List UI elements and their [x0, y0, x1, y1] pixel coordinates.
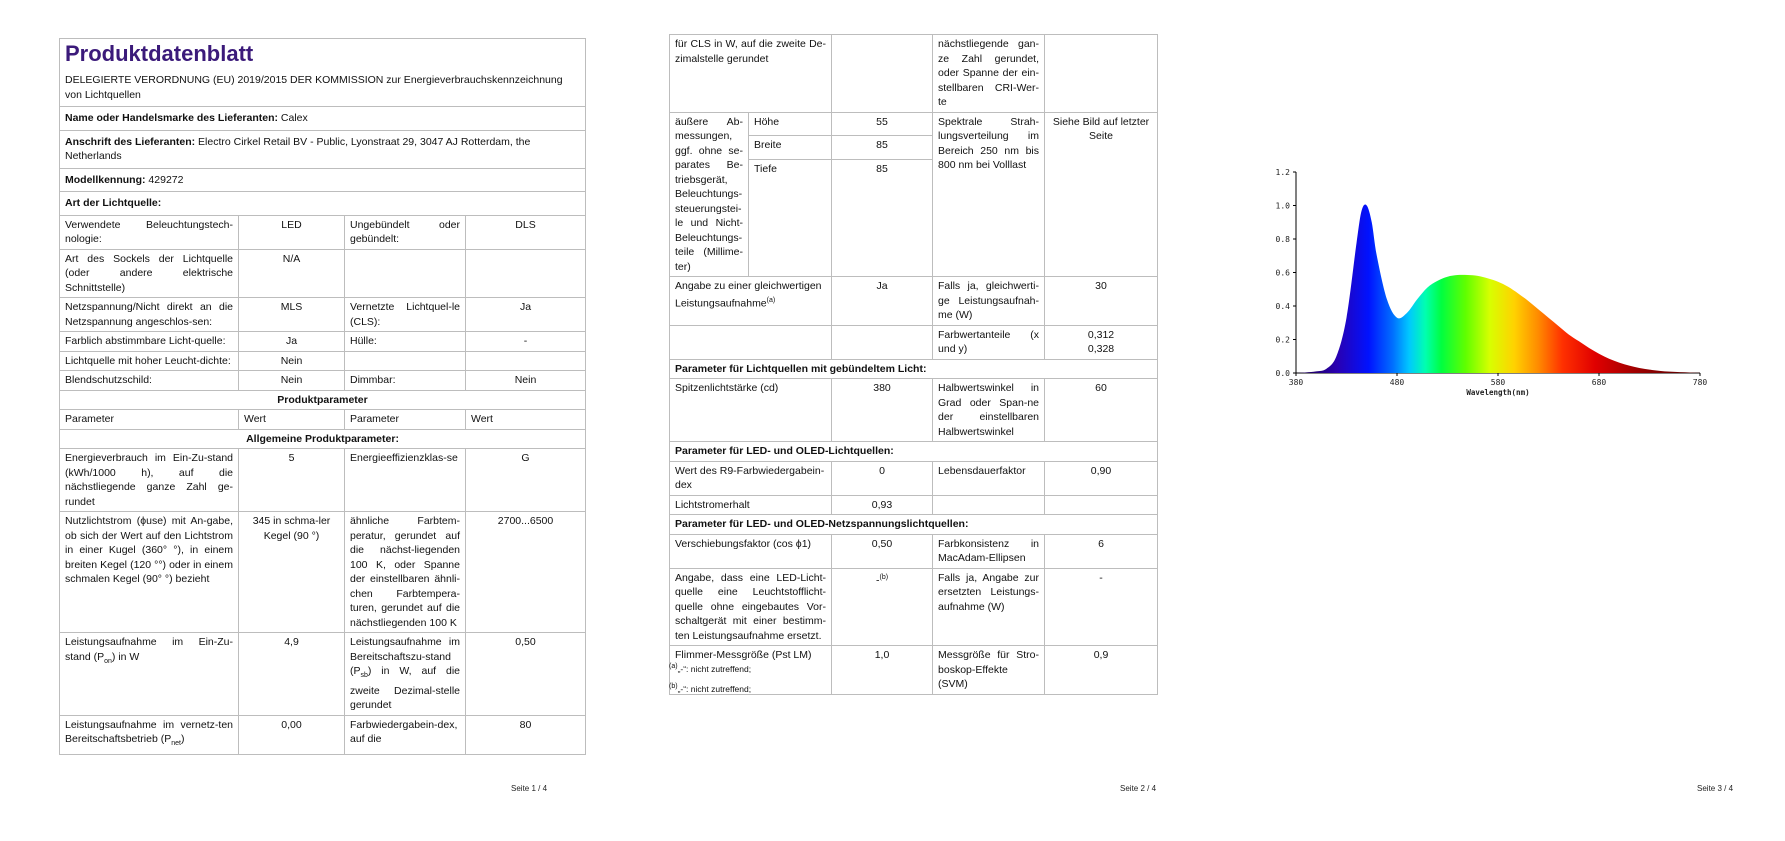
param-label: Falls ja, gleichwerti-ge Leistungsaufnah-me (W): [933, 277, 1045, 326]
param-value: 5: [239, 449, 345, 512]
param-label: [345, 249, 466, 298]
param-value: 2700...6500: [466, 512, 586, 633]
param-value: 6: [1045, 534, 1158, 568]
param-value: Nein: [239, 351, 345, 371]
param-label: Wert des R9-Farbwiedergabein-dex: [670, 461, 832, 495]
page-title: Produktdatenblatt: [65, 41, 254, 66]
regulation-text: DELEGIERTE VERORDNUNG (EU) 2019/2015 DER KOMMISSION zur Energieverbrauchskennzeichnung von Lichtquellen: [65, 74, 563, 101]
dimension-height-label: Höhe: [749, 112, 832, 136]
chart-area-layer: [1296, 205, 1700, 373]
param-label: Leistungsaufnahme im Bereitschaftszu-stand $(P_{sb})$ in W, auf die zweite Dezimal-stelle gerundet: [345, 633, 466, 716]
product-data-table-page-1: [59, 38, 586, 755]
datasheet-page-3: [1210, 0, 1785, 841]
column-header-parameter: Parameter: [345, 410, 466, 430]
model-label: Modellkennung:: [65, 173, 146, 186]
table-row: [60, 633, 586, 716]
param-value: Ja: [832, 277, 933, 326]
param-label: Halbwertswinkel in Grad oder Span-ne der einstellbaren Halbwertswinkel: [933, 379, 1045, 442]
page-number: Seite 1 / 4: [511, 784, 548, 793]
y-tick-label: 1.0: [1275, 201, 1290, 211]
table-row: [60, 351, 586, 371]
param-value: 0,93: [832, 495, 933, 515]
param-label: Flimmer-Messgröße (Pst LM): [670, 646, 832, 695]
param-value: [466, 249, 586, 298]
param-value: LED: [239, 215, 345, 249]
param-value: 380: [832, 379, 933, 442]
param-label: nächstliegende gan-ze Zahl gerundet, oder Spanne der ein-stellbaren CRI-Wer-te: [933, 35, 1045, 113]
param-label: Lebensdauerfaktor: [933, 461, 1045, 495]
param-label: Angabe, dass eine LED-Licht-quelle eine Leuchtstofflicht-quelle ohne eingebautes Vor-schaltgerät mit einer bestimm-ten Leistungsaufnahme ersetzt.: [670, 568, 832, 646]
table-row: [670, 379, 1158, 442]
y-tick-label: 0.4: [1275, 302, 1290, 311]
param-value: Ja: [466, 298, 586, 332]
y-tick-label: 1.2: [1275, 168, 1290, 177]
table-row: [670, 325, 1158, 359]
param-label: Ungebündelt oder gebündelt:: [345, 215, 466, 249]
y-tick-label: 0.8: [1275, 235, 1290, 244]
table-row: [670, 277, 1158, 326]
param-label: Farblich abstimmbare Licht-quelle:: [60, 332, 239, 352]
param-value: DLS: [466, 215, 586, 249]
param-label: Nutzlichtstrom (ϕuse) mit An-gabe, ob sich der Wert auf den Lichtstrom in einer Kugel (360° °), in einem breiten Kegel (120 °°) oder in einem schmalen Kegel (90° °) bezieht: [60, 512, 239, 633]
dimension-depth-value: 85: [832, 160, 933, 277]
spectral-distribution-chart: [1210, 160, 1730, 410]
footnotes: [669, 658, 751, 698]
param-label: ähnliche Farbtem-peratur, gerundet auf die nächst-liegenden 100 K, oder Spanne der einstellbaren ähnli-chen Farbtempera-turen, gerundet auf die nächstliegenden 100 K: [345, 512, 466, 633]
table-row: [670, 461, 1158, 495]
supplier-value: Calex: [280, 112, 308, 124]
param-label: Netzspannung/Nicht direkt an die Netzspannung angeschlos-sen:: [60, 298, 239, 332]
param-label: Messgröße für Stro-boskop-Effekte (SVM): [933, 646, 1045, 695]
param-value: Nein: [466, 371, 586, 391]
param-value: 0,00: [239, 715, 345, 754]
param-label: Vernetzte Lichtquel-le (CLS):: [345, 298, 466, 332]
param-value: 0,9: [1045, 646, 1158, 695]
param-label: Farbwiedergabein-dex, auf die: [345, 715, 466, 754]
datasheet-page-2: [600, 0, 1210, 841]
param-label: Verschiebungsfaktor (cos ϕ1): [670, 534, 832, 568]
param-value: 60: [1045, 379, 1158, 442]
param-label: für CLS in W, auf die zweite De-zimalstelle gerundet: [670, 35, 832, 113]
x-tick-label: 580: [1490, 378, 1506, 387]
y-tick-label: 0.6: [1275, 268, 1290, 278]
param-value: 4,9: [239, 633, 345, 716]
column-header-row: [60, 410, 586, 430]
param-label: Hülle:: [345, 332, 466, 352]
param-value: -: [466, 332, 586, 352]
column-header-value: Wert: [239, 410, 345, 430]
param-label: Farbkonsistenz in MacAdam-Ellipsen: [933, 534, 1045, 568]
table-row: [60, 371, 586, 391]
param-label: Falls ja, Angabe zur ersetzten Leistungs-aufnahme (W): [933, 568, 1045, 646]
param-value: 0,90: [1045, 461, 1158, 495]
param-value: [466, 351, 586, 371]
product-data-table-page-2: [669, 34, 1158, 695]
param-value: 0,312 0,328: [1045, 325, 1158, 359]
x-axis-label: Wavelength(nm): [1466, 388, 1530, 397]
table-row: [670, 534, 1158, 568]
param-value: G: [466, 449, 586, 512]
table-row: [60, 215, 586, 249]
spectral-label: Spektrale Strah-lungsverteilung im Bereich 250 nm bis 800 nm bei Volllast: [933, 112, 1045, 277]
param-value: 0: [832, 461, 933, 495]
footnote-b: $^{(b)}$„-“: nicht zutreffend;: [669, 682, 752, 694]
x-tick-label: 480: [1389, 378, 1405, 387]
table-row: [60, 449, 586, 512]
product-parameters-header: Produktparameter: [60, 390, 586, 410]
param-value: -$^{(b)}$: [832, 568, 933, 646]
param-label: Art des Sockels der Lichtquelle (oder andere elektrische Schnittstelle): [60, 249, 239, 298]
param-value: 30: [1045, 277, 1158, 326]
param-value: Nein: [239, 371, 345, 391]
table-row: [670, 495, 1158, 515]
page-number: Seite 2 / 4: [1120, 784, 1157, 793]
page-number: Seite 3 / 4: [1697, 784, 1734, 793]
param-label: Blendschutzschild:: [60, 371, 239, 391]
table-row: [60, 512, 586, 633]
dimension-height-value: 55: [832, 112, 933, 136]
model-value: 429272: [148, 173, 184, 186]
table-row: [60, 298, 586, 332]
param-value: -: [1045, 568, 1158, 646]
param-label: Lichtstromerhalt: [670, 495, 832, 515]
table-row: [670, 568, 1158, 646]
footnote-a: $^{(a)}$„-“: nicht zutreffend;: [669, 663, 752, 674]
param-label: Energieverbrauch im Ein-Zu-stand (kWh/1000 h), auf die nächstliegende ganze Zahl ge-rundet: [60, 449, 239, 512]
param-value: 80: [466, 715, 586, 754]
param-value: 1,0: [832, 646, 933, 695]
param-label: Dimmbar:: [345, 371, 466, 391]
param-label: Spitzenlichtstärke (cd): [670, 379, 832, 442]
dimension-depth-label: Tiefe: [749, 160, 832, 277]
dimension-width-value: 85: [832, 136, 933, 160]
param-label: Leistungsaufnahme im Ein-Zu-stand $(P_{on})$ in W: [60, 633, 239, 716]
param-label: Lichtquelle mit hoher Leucht-dichte:: [60, 351, 239, 371]
param-label: Farbwertanteile (x und y): [933, 325, 1045, 359]
spectral-value: Siehe Bild auf letzter Seite: [1045, 112, 1158, 277]
x-tick-label: 380: [1288, 378, 1304, 387]
column-header-value: Wert: [466, 410, 586, 430]
table-row: [60, 249, 586, 298]
spectrum-area: [1296, 205, 1700, 373]
param-label: Verwendete Beleuchtungstech-nologie:: [60, 215, 239, 249]
table-row: [60, 715, 586, 754]
param-value: MLS: [239, 298, 345, 332]
led-parameters-header: Parameter für LED- und OLED-Lichtquellen:: [670, 442, 1158, 462]
param-label: Energieeffizienzklas-se: [345, 449, 466, 512]
address-value: Electro Cirkel Retail BV - Public, Lyonstraat 29, 3047 AJ Rotterdam, the Netherlands: [65, 135, 531, 162]
table-row: [670, 35, 1158, 113]
param-label: [345, 351, 466, 371]
table-row: [670, 112, 1158, 136]
address-label: Anschrift des Lieferanten:: [65, 135, 196, 148]
x-tick-label: 680: [1591, 378, 1607, 387]
dimension-width-label: Breite: [749, 136, 832, 160]
y-tick-label: 0.2: [1275, 335, 1290, 345]
param-label: Angabe zu einer gleichwertigen Leistungsaufnahme$^{(a)}$: [670, 277, 832, 326]
column-header-parameter: Parameter: [60, 410, 239, 430]
param-value: Ja: [239, 332, 345, 352]
supplier-label: Name oder Handelsmarke des Lieferanten:: [65, 112, 278, 124]
x-tick-label: 780: [1692, 378, 1708, 387]
param-value: N/A: [239, 249, 345, 298]
directional-parameters-header: Parameter für Lichtquellen mit gebündeltem Licht:: [670, 359, 1158, 379]
param-value: 345 in schma-ler Kegel (90 °): [239, 512, 345, 633]
table-row: [60, 332, 586, 352]
general-parameters-header: Allgemeine Produktparameter:: [60, 429, 586, 449]
y-tick-label: 0.0: [1275, 369, 1290, 378]
dimensions-label: äußere Ab-messungen, ggf. ohne se-parates Be-triebsgerät, Beleuchtungs-steuerungstei-le und Nicht-Beleuchtungs-teile (Millime-ter): [670, 112, 749, 277]
param-label: Leistungsaufnahme im vernetz-ten Bereitschaftsbetrieb $(P_{net})$: [60, 715, 239, 754]
mains-led-parameters-header: Parameter für LED- und OLED-Netzspannungslichtquellen:: [670, 515, 1158, 535]
datasheet-page-1: [0, 0, 600, 841]
light-source-type-header: Art der Lichtquelle:: [60, 192, 586, 216]
param-value: 0,50: [466, 633, 586, 716]
param-value: 0,50: [832, 534, 933, 568]
